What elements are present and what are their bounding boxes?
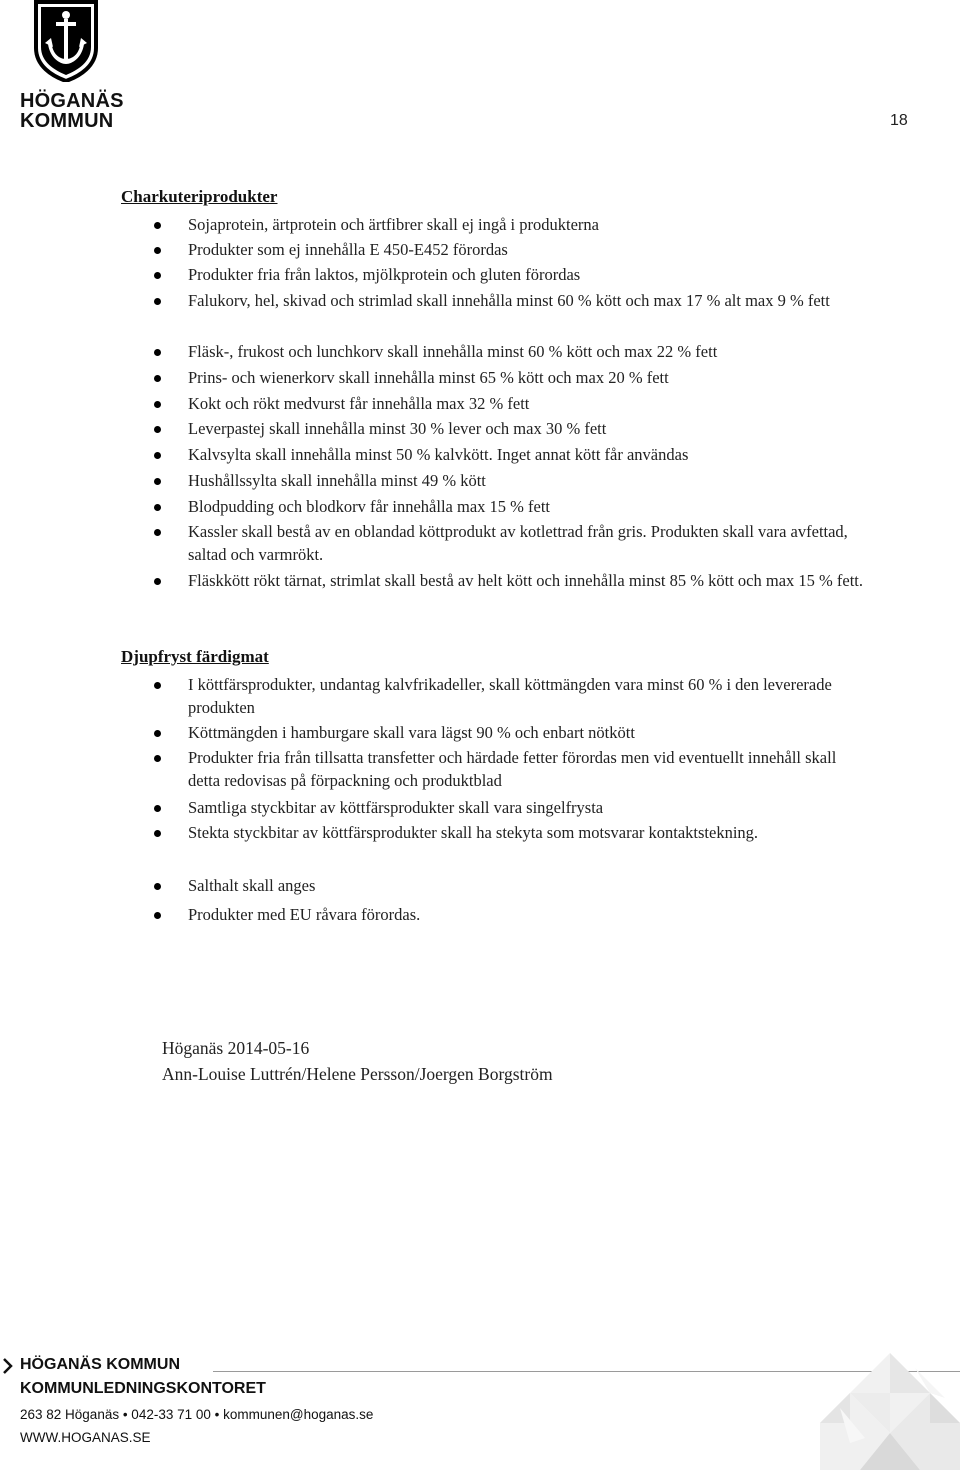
list-item-text: Sojaprotein, ärtprotein och ärtfibrer skall ej ingå i produkterna — [188, 215, 599, 234]
bullet-icon — [154, 830, 161, 837]
list-item-text: Prins- och wienerkorv skall innehålla minst 65 % kött och max 20 % fett — [188, 368, 669, 387]
bullet-icon — [154, 883, 161, 890]
bullet-icon — [154, 375, 161, 382]
hoganas-logo — [20, 0, 124, 135]
logo-text-line2: KOMMUN — [20, 110, 114, 132]
list-item-text: Kalvsylta skall innehålla minst 50 % kalvkött. Inget annat kött får användas — [188, 445, 689, 464]
list-item-text: Kokt och rökt medvurst får innehålla max 32 % fett — [188, 394, 530, 413]
section-heading-charkuteriprodukter: Charkuteriprodukter — [121, 187, 278, 206]
bullet-icon — [154, 912, 161, 919]
list-item-text: Fläsk-, frukost och lunchkorv skall innehålla minst 60 % kött och max 22 % fett — [188, 342, 718, 361]
decorative-diamond-pattern-icon — [820, 1348, 960, 1470]
bullet-icon — [154, 755, 161, 762]
footer-address: 263 82 Höganäs • 042-33 71 00 • kommunen@hoganas.se — [20, 1407, 374, 1422]
list-item-text: Blodpudding och blodkorv får innehålla max 15 % fett — [188, 497, 551, 516]
bullet-icon — [154, 272, 161, 279]
bullet-icon — [154, 730, 161, 737]
list-item-text: Köttmängden i hamburgare skall vara lägst 90 % och enbart nötkött — [188, 723, 635, 742]
bullet-icon — [154, 426, 161, 433]
bullet-icon — [154, 478, 161, 485]
list-item-text: Salthalt skall anges — [188, 876, 316, 895]
list-item-text: Hushållssylta skall innehålla minst 49 % kött — [188, 471, 486, 490]
list-item-text: Produkter som ej innehålla E 450-E452 förordas — [188, 240, 508, 259]
logo-text-line1: HÖGANÄS — [20, 90, 124, 112]
list-item-text: Samtliga styckbitar av köttfärsprodukter skall vara singelfrysta — [188, 798, 604, 817]
signature-place-date: Höganäs 2014-05-16 — [162, 1038, 310, 1058]
bullet-icon — [154, 222, 161, 229]
bullet-icon — [154, 805, 161, 812]
footer-org-name: HÖGANÄS KOMMUN — [20, 1356, 180, 1373]
list-item-text: Leverpastej skall innehålla minst 30 % lever och max 30 % fett — [188, 419, 607, 438]
list-item-text: Fläskkött rökt tärnat, strimlat skall bestå av helt kött och innehålla minst 85 % kött och max 15 % fett. — [188, 571, 863, 590]
list-item-text: Produkter fria från tillsatta transfetter och härdade fetter förordas men vid eventuellt innehåll skall detta redovisas på förpackning och produktblad — [188, 748, 837, 790]
footer-department: KOMMUNLEDNINGSKONTORET — [20, 1380, 266, 1397]
bullet-icon — [154, 247, 161, 254]
bullet-icon — [154, 349, 161, 356]
list-item-text: I köttfärsprodukter, undantag kalvfrikadeller, skall köttmängden vara minst 60 % i den levererade produkten — [188, 675, 832, 717]
section-heading-djupfryst: Djupfryst färdigmat — [121, 647, 269, 666]
bullet-icon — [154, 682, 161, 689]
page-number: 18 — [890, 112, 908, 129]
bullet-icon — [154, 529, 161, 536]
arrow-right-icon — [0, 1357, 14, 1375]
bullet-icon — [154, 401, 161, 408]
footer-website: WWW.HOGANAS.SE — [20, 1430, 151, 1445]
bullet-icon — [154, 298, 161, 305]
anchor-shield-icon — [34, 0, 98, 82]
bullet-icon — [154, 504, 161, 511]
list-item-text: Produkter med EU råvara förordas. — [188, 905, 421, 924]
signature-names: Ann-Louise Luttrén/Helene Persson/Joergen Borgström — [162, 1064, 553, 1084]
list-item-text: Kassler skall bestå av en oblandad köttprodukt av kotlettrad från gris. Produkten skall vara avfettad, saltad och varmrökt. — [188, 522, 848, 564]
bullet-icon — [154, 578, 161, 585]
bullet-icon — [154, 452, 161, 459]
list-item-text: Falukorv, hel, skivad och strimlad skall innehålla minst 60 % kött och max 17 % alt max 9 % fett — [188, 291, 830, 310]
list-item-text: Produkter fria från laktos, mjölkprotein och gluten förordas — [188, 265, 581, 284]
list-item-text: Stekta styckbitar av köttfärsprodukter skall ha stekyta som motsvarar kontaktstekning. — [188, 823, 759, 842]
